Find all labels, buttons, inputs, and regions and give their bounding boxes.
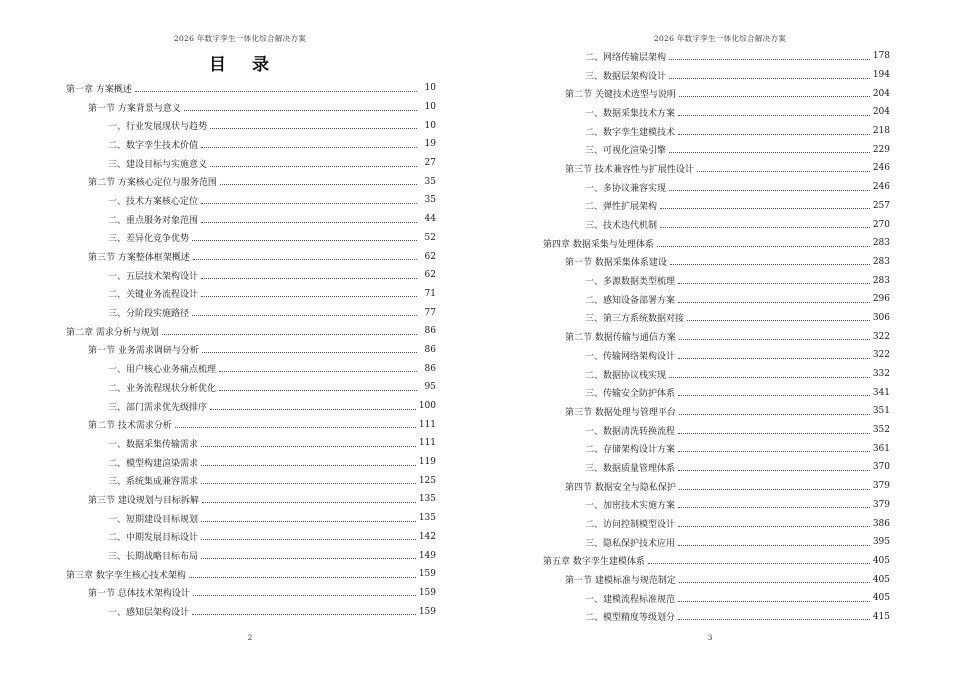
dot-leader	[697, 171, 870, 172]
dot-leader	[193, 595, 416, 596]
toc-entry[interactable]	[66, 247, 436, 266]
toc-entry-label: 二、数字孪生建模技术	[585, 125, 675, 138]
toc-entry[interactable]	[543, 290, 890, 309]
toc-entry-label: 二、重点服务对象范围	[108, 213, 198, 226]
toc-entry-label: 一、用户核心业务痛点梳理	[108, 362, 216, 375]
toc-entry-label: 二、感知设备部署方案	[585, 293, 675, 306]
toc-entry-page: 270	[872, 219, 890, 230]
toc-entry-page: 149	[418, 550, 436, 561]
toc-entry-page: 111	[418, 438, 436, 449]
toc-entry-label: 第五章 数字孪生建模体系	[543, 554, 645, 567]
dot-leader	[219, 390, 417, 391]
toc-entry-page: 370	[872, 462, 890, 473]
toc-entry-label: 第三节 方案整体框架概述	[88, 250, 190, 263]
toc-entry[interactable]	[66, 154, 436, 173]
toc-entry-label: 第三节 技术兼容性与扩展性设计	[565, 162, 694, 175]
toc-entry[interactable]	[543, 570, 890, 589]
toc-entry[interactable]	[66, 266, 436, 285]
toc-entry[interactable]	[543, 458, 890, 477]
dot-leader	[670, 264, 870, 265]
toc-entry[interactable]	[543, 552, 890, 571]
toc-entry-label: 三、可视化渲染引擎	[585, 143, 666, 156]
dot-leader	[201, 203, 417, 204]
toc-entry[interactable]	[543, 122, 890, 141]
toc-entry-label: 一、传输网络架构设计	[585, 349, 675, 362]
toc-entry-page: 100	[418, 401, 436, 412]
toc-entry-page: 204	[872, 107, 890, 118]
toc-entry[interactable]	[543, 309, 890, 328]
toc-entry-page: 86	[424, 363, 436, 374]
dot-leader	[678, 115, 870, 116]
toc-entry-page: 341	[872, 387, 890, 398]
dot-leader	[678, 601, 870, 602]
toc-entry-page: 405	[872, 593, 890, 604]
toc-entry-page: 194	[872, 70, 890, 81]
toc-entry-page: 229	[872, 144, 890, 155]
toc-entry-page: 283	[872, 275, 890, 286]
dot-leader	[220, 184, 417, 185]
toc-entry-page: 62	[424, 251, 436, 262]
toc-entry-page: 306	[872, 312, 890, 323]
toc-entry-label: 三、系统集成兼容需求	[108, 474, 198, 487]
toc-entry-page: 296	[872, 294, 890, 305]
toc-entry-label: 二、业务流程现状分析优化	[108, 381, 216, 394]
toc-entry[interactable]	[66, 341, 436, 360]
toc-entry[interactable]	[543, 533, 890, 552]
dot-leader	[660, 227, 870, 228]
toc-entry[interactable]	[66, 509, 436, 528]
toc-entry-page: 135	[418, 513, 436, 524]
toc-entry-page: 35	[424, 176, 436, 187]
dot-leader	[201, 147, 417, 148]
toc-entry-label: 第二节 关键技术选型与说明	[565, 87, 676, 100]
toc-entry[interactable]	[543, 514, 890, 533]
dot-leader	[210, 166, 417, 167]
toc-entry[interactable]	[543, 477, 890, 496]
dot-leader	[201, 558, 416, 559]
toc-entry-label: 第一节 业务需求调研与分析	[88, 343, 199, 356]
toc-entry-label: 第四节 数据安全与隐私保护	[565, 480, 676, 493]
toc-entry-label: 三、建设目标与实施意义	[108, 157, 207, 170]
toc-entry-label: 三、差异化竞争优势	[108, 231, 189, 244]
dot-leader	[678, 451, 870, 452]
toc-entry-page: 10	[424, 83, 436, 94]
toc-entry-label: 第二节 数据传输与通信方案	[565, 330, 676, 343]
toc-entry[interactable]	[543, 103, 890, 122]
toc-entry[interactable]	[66, 565, 436, 584]
toc-entry-page: 159	[418, 606, 436, 617]
toc-entry[interactable]	[66, 285, 436, 304]
toc-entry-page: 178	[872, 51, 890, 62]
toc-entry-page: 246	[872, 163, 890, 174]
toc-entry-label: 第一节 建模标准与规范制定	[565, 573, 676, 586]
dot-leader	[192, 614, 416, 615]
toc-entry[interactable]	[66, 546, 436, 565]
toc-entry-page: 386	[872, 518, 890, 529]
page-number: 2	[247, 633, 253, 642]
toc-entry[interactable]	[543, 140, 890, 159]
dot-leader	[679, 96, 870, 97]
toc-entry-page: 10	[424, 120, 436, 131]
toc-entry-page: 10	[424, 102, 436, 113]
toc-list-right	[543, 47, 890, 626]
dot-leader	[201, 296, 417, 297]
toc-entry-label: 二、访问控制模型设计	[585, 517, 675, 530]
toc-entry-label: 一、五层技术架构设计	[108, 269, 198, 282]
toc-entry-label: 二、数据协议栈实现	[585, 368, 666, 381]
toc-entry-label: 第一节 数据采集体系建设	[565, 255, 667, 268]
dot-leader	[192, 240, 417, 241]
toc-entry-label: 二、中期发展目标设计	[108, 530, 198, 543]
toc-entry-page: 71	[424, 288, 436, 299]
dot-leader	[678, 507, 870, 508]
toc-entry-label: 第一节 方案背景与意义	[88, 101, 181, 114]
toc-entry-page: 332	[872, 369, 890, 380]
toc-entry[interactable]	[543, 178, 890, 197]
toc-entry-page: 218	[872, 126, 890, 137]
toc-entry[interactable]	[543, 383, 890, 402]
toc-entry-label: 三、分阶段实施路径	[108, 306, 189, 319]
dot-leader	[175, 427, 416, 428]
dot-leader	[679, 414, 870, 415]
toc-entry[interactable]	[66, 528, 436, 547]
toc-entry-page: 52	[424, 232, 436, 243]
toc-entry[interactable]	[66, 135, 436, 154]
dot-leader	[657, 246, 870, 247]
dot-leader	[192, 315, 417, 316]
dot-leader	[678, 545, 870, 546]
dot-leader	[669, 190, 870, 191]
toc-entry-page: 77	[424, 307, 436, 318]
toc-entry-label: 第三章 数字孪生核心技术架构	[66, 568, 186, 581]
toc-entry[interactable]	[543, 327, 890, 346]
toc-entry[interactable]	[66, 397, 436, 416]
dot-leader	[669, 78, 870, 79]
toc-entry[interactable]	[66, 79, 436, 98]
toc-entry[interactable]	[66, 415, 436, 434]
toc-entry[interactable]	[543, 84, 890, 103]
toc-entry[interactable]	[543, 159, 890, 178]
toc-entry-label: 二、存储架构设计方案	[585, 442, 675, 455]
toc-entry-label: 三、数据质量管理体系	[585, 461, 675, 474]
toc-entry-label: 第二节 技术需求分析	[88, 418, 172, 431]
toc-entry[interactable]	[543, 253, 890, 272]
dot-leader	[687, 320, 870, 321]
dot-leader	[135, 91, 417, 92]
toc-entry[interactable]	[66, 453, 436, 472]
toc-entry[interactable]	[543, 608, 890, 627]
toc-entry-page: 142	[418, 531, 436, 542]
dot-leader	[678, 526, 870, 527]
dot-leader	[201, 465, 416, 466]
toc-entry-label: 一、数据采集技术方案	[585, 106, 675, 119]
dot-leader	[679, 339, 870, 340]
dot-leader	[669, 377, 870, 378]
toc-entry[interactable]	[66, 359, 436, 378]
toc-entry[interactable]	[66, 172, 436, 191]
toc-entry[interactable]	[543, 234, 890, 253]
toc-entry-label: 一、多源数据类型梳理	[585, 274, 675, 287]
toc-entry[interactable]	[543, 496, 890, 515]
toc-entry-label: 第三节 数据处理与管理平台	[565, 405, 676, 418]
toc-entry-page: 322	[872, 350, 890, 361]
toc-entry[interactable]	[66, 378, 436, 397]
dot-leader	[678, 283, 870, 284]
toc-entry-page: 283	[872, 238, 890, 249]
toc-entry-page: 111	[418, 419, 436, 430]
toc-entry-page: 119	[418, 457, 436, 468]
dot-leader	[669, 59, 870, 60]
toc-list-left	[66, 79, 436, 621]
toc-entry-page: 379	[872, 481, 890, 492]
toc-entry-page: 322	[872, 331, 890, 342]
toc-entry-label: 一、建模流程标准规范	[585, 592, 675, 605]
toc-entry-page: 125	[418, 475, 436, 486]
dot-leader	[202, 352, 417, 353]
toc-entry-label: 第四章 数据采集与处理体系	[543, 237, 654, 250]
toc-entry-page: 395	[872, 537, 890, 548]
toc-entry-page: 159	[418, 569, 436, 580]
toc-entry-page: 35	[424, 195, 436, 206]
toc-entry-label: 一、数据清洗转换流程	[585, 424, 675, 437]
toc-entry[interactable]	[543, 421, 890, 440]
toc-entry[interactable]	[543, 402, 890, 421]
toc-entry-page: 405	[872, 574, 890, 585]
toc-entry-page: 352	[872, 425, 890, 436]
toc-entry-page: 86	[424, 326, 436, 337]
toc-entry-label: 一、加密技术实施方案	[585, 498, 675, 511]
toc-entry[interactable]	[66, 98, 436, 117]
toc-entry-label: 三、技术迭代机制	[585, 218, 657, 231]
toc-entry-page: 283	[872, 256, 890, 267]
toc-entry-label: 第一章 方案概述	[66, 82, 132, 95]
toc-entry-page: 405	[872, 555, 890, 566]
toc-entry-page: 135	[418, 494, 436, 505]
toc-entry-page: 415	[872, 611, 890, 622]
dot-leader	[201, 446, 416, 447]
running-head: 2026 年数字孪生一体化综合解决方案	[653, 34, 787, 43]
toc-entry-label: 第三节 建设规划与目标拆解	[88, 493, 199, 506]
dot-leader	[648, 563, 870, 564]
toc-entry[interactable]	[543, 215, 890, 234]
toc-entry-page: 159	[418, 587, 436, 598]
toc-entry[interactable]	[66, 116, 436, 135]
dot-leader	[184, 110, 417, 111]
toc-entry-page: 44	[424, 214, 436, 225]
dot-leader	[189, 577, 416, 578]
toc-entry[interactable]	[543, 47, 890, 66]
dot-leader	[678, 302, 870, 303]
toc-entry-label: 一、感知层架构设计	[108, 605, 189, 618]
dot-leader	[678, 470, 870, 471]
toc-entry-label: 三、传输安全防护体系	[585, 386, 675, 399]
dot-leader	[201, 483, 416, 484]
toc-entry-page: 204	[872, 88, 890, 99]
toc-entry-page: 246	[872, 182, 890, 193]
dot-leader	[162, 334, 417, 335]
toc-entry[interactable]	[543, 197, 890, 216]
right-page	[480, 0, 960, 682]
toc-entry[interactable]	[543, 271, 890, 290]
dot-leader	[210, 128, 417, 129]
toc-entry-label: 三、数据层架构设计	[585, 69, 666, 82]
toc-entry[interactable]	[66, 471, 436, 490]
toc-entry[interactable]	[66, 322, 436, 341]
toc-entry-label: 二、模型精度等级划分	[585, 610, 675, 623]
toc-entry-label: 第二章 需求分析与规划	[66, 325, 159, 338]
toc-entry-page: 361	[872, 443, 890, 454]
dot-leader	[679, 489, 870, 490]
dot-leader	[678, 619, 870, 620]
toc-entry[interactable]	[543, 66, 890, 85]
running-head: 2026 年数字孪生一体化综合解决方案	[173, 34, 307, 43]
toc-entry-page: 62	[424, 270, 436, 281]
toc-entry-label: 一、行业发展现状与趋势	[108, 119, 207, 132]
toc-entry-label: 三、长期战略目标布局	[108, 549, 198, 562]
toc-entry[interactable]	[66, 490, 436, 509]
toc-entry-label: 二、模型构建渲染需求	[108, 456, 198, 469]
toc-entry[interactable]	[66, 602, 436, 621]
dot-leader	[193, 259, 417, 260]
toc-entry-label: 二、数字孪生技术价值	[108, 138, 198, 151]
dot-leader	[678, 395, 870, 396]
toc-entry-label: 三、部门需求优先级排序	[108, 400, 207, 413]
toc-entry-page: 379	[872, 499, 890, 510]
dot-leader	[678, 358, 870, 359]
toc-entry-label: 一、技术方案核心定位	[108, 194, 198, 207]
toc-entry-label: 第二节 方案核心定位与服务范围	[88, 175, 217, 188]
toc-entry[interactable]	[543, 589, 890, 608]
toc-entry[interactable]	[543, 346, 890, 365]
toc-entry-page: 351	[872, 406, 890, 417]
toc-entry-page: 257	[872, 200, 890, 211]
dot-leader	[219, 371, 417, 372]
toc-entry-label: 一、数据采集传输需求	[108, 437, 198, 450]
toc-entry-label: 三、第三方系统数据对接	[585, 311, 684, 324]
toc-entry[interactable]	[66, 584, 436, 603]
toc-entry[interactable]	[543, 365, 890, 384]
dot-leader	[679, 582, 870, 583]
toc-entry-page: 86	[424, 344, 436, 355]
dot-leader	[201, 222, 417, 223]
dot-leader	[202, 502, 416, 503]
toc-entry[interactable]	[66, 191, 436, 210]
dot-leader	[201, 278, 417, 279]
toc-entry-page: 27	[424, 158, 436, 169]
dot-leader	[678, 433, 870, 434]
toc-entry[interactable]	[543, 439, 890, 458]
toc-entry-label: 第一节 总体技术架构设计	[88, 586, 190, 599]
dot-leader	[201, 539, 416, 540]
toc-entry-label: 二、弹性扩展架构	[585, 199, 657, 212]
toc-entry-page: 95	[424, 382, 436, 393]
toc-entry-label: 一、多协议兼容实现	[585, 181, 666, 194]
dot-leader	[201, 521, 416, 522]
dot-leader	[669, 152, 870, 153]
dot-leader	[660, 208, 870, 209]
toc-entry-label: 二、网络传输层架构	[585, 50, 666, 63]
toc-entry[interactable]	[66, 303, 436, 322]
dot-leader	[210, 409, 416, 410]
toc-entry[interactable]	[66, 434, 436, 453]
dot-leader	[678, 134, 870, 135]
toc-title: 目 录	[209, 55, 279, 75]
toc-entry-label: 二、关键业务流程设计	[108, 287, 198, 300]
page-number: 3	[707, 633, 713, 642]
toc-entry-label: 三、隐私保护技术应用	[585, 536, 675, 549]
toc-entry-page: 19	[424, 139, 436, 150]
toc-entry[interactable]	[66, 229, 436, 248]
toc-entry[interactable]	[66, 210, 436, 229]
toc-entry-label: 一、短期建设目标规划	[108, 512, 198, 525]
